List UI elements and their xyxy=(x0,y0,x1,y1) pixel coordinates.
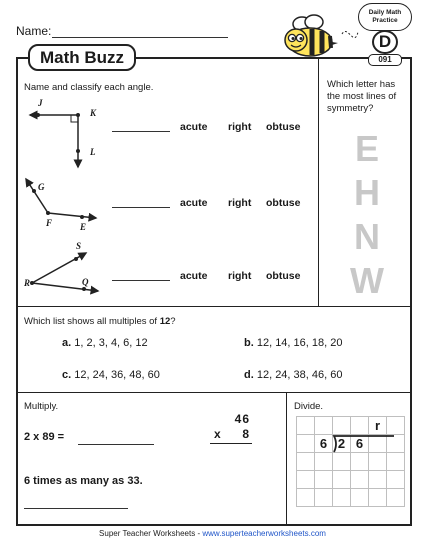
multiply-answer-blank-1[interactable] xyxy=(78,444,154,445)
choice-right[interactable]: right xyxy=(228,270,252,282)
angle-diagrams xyxy=(18,95,108,305)
divide-label: Divide. xyxy=(294,401,324,412)
name-label: Name: xyxy=(16,24,52,38)
choice-right[interactable]: right xyxy=(228,197,252,209)
choice-right[interactable]: right xyxy=(228,121,252,133)
divider-vertical-top xyxy=(318,58,319,306)
point-label: F xyxy=(46,218,53,228)
choice-obtuse[interactable]: obtuse xyxy=(266,270,301,282)
vertical-bottom-number: 8 xyxy=(242,427,250,441)
letter-option-h[interactable]: H xyxy=(354,172,380,213)
daily-practice-badge: Daily Math Practice xyxy=(358,3,412,31)
point-label: Q xyxy=(82,277,89,287)
bee-icon xyxy=(282,14,366,66)
badge-letter: D xyxy=(372,30,398,54)
letter-option-e[interactable]: E xyxy=(354,128,379,169)
multiples-option-d[interactable]: d. 12, 24, 38, 46, 60 xyxy=(244,369,343,381)
choice-obtuse[interactable]: obtuse xyxy=(266,121,301,133)
multiples-option-a[interactable]: a. 1, 2, 3, 4, 6, 12 xyxy=(62,337,148,349)
angle-answer-blank[interactable] xyxy=(112,131,170,132)
multiples-option-b[interactable]: b. 12, 14, 16, 18, 20 xyxy=(244,337,343,349)
angle-answer-blank[interactable] xyxy=(112,207,170,208)
multiples-question: Which list shows all multiples of 12? xyxy=(24,316,176,327)
badge-number: 091 xyxy=(368,54,402,66)
point-label: E xyxy=(80,222,87,232)
choice-acute[interactable]: acute xyxy=(180,197,208,209)
multiply-problem-2: 6 times as many as 33. xyxy=(24,475,143,487)
division-bracket xyxy=(296,416,416,516)
point-label: J xyxy=(38,98,43,108)
choice-acute[interactable]: acute xyxy=(180,270,208,282)
point-label: L xyxy=(90,147,96,157)
dividend-digit: 2 xyxy=(333,435,351,453)
angle-jkl xyxy=(30,113,80,167)
point-label: S xyxy=(76,241,82,251)
divider-row1 xyxy=(17,306,411,307)
choice-obtuse[interactable]: obtuse xyxy=(266,197,301,209)
multiply-label: Multiply. xyxy=(24,401,59,412)
point-label: G xyxy=(38,182,45,192)
divider-row2 xyxy=(17,392,411,393)
divider-vertical-bottom xyxy=(286,392,287,526)
choice-acute[interactable]: acute xyxy=(180,121,208,133)
dividend-digit: 6 xyxy=(351,435,369,453)
footer-link[interactable]: www.superteacherworksheets.com xyxy=(202,529,326,538)
footer: Super Teacher Worksheets - www.superteacherworksheets.com xyxy=(99,529,326,538)
letter-option-w[interactable]: W xyxy=(350,260,384,301)
vertical-top-number: 46 xyxy=(234,412,250,426)
angles-instruction: Name and classify each angle. xyxy=(24,82,154,93)
angle-answer-blank[interactable] xyxy=(112,280,170,281)
vertical-sum-line xyxy=(210,443,252,444)
multiply-answer-blank-2[interactable] xyxy=(24,508,128,509)
times-sign: x xyxy=(214,427,221,441)
remainder-label: r xyxy=(369,417,387,435)
point-label: K xyxy=(90,108,97,118)
point-label: R xyxy=(24,278,31,288)
name-line xyxy=(52,37,228,38)
page-title: Math Buzz xyxy=(28,44,136,71)
letter-option-n[interactable]: N xyxy=(354,216,380,257)
symmetry-question: Which letter has the most lines of symmetry? xyxy=(327,79,397,114)
multiples-option-c[interactable]: c. 12, 24, 36, 48, 60 xyxy=(62,369,160,381)
divisor: 6 xyxy=(315,435,333,453)
multiply-problem-1: 2 x 89 = xyxy=(24,431,65,443)
angle-gfe xyxy=(26,179,96,219)
